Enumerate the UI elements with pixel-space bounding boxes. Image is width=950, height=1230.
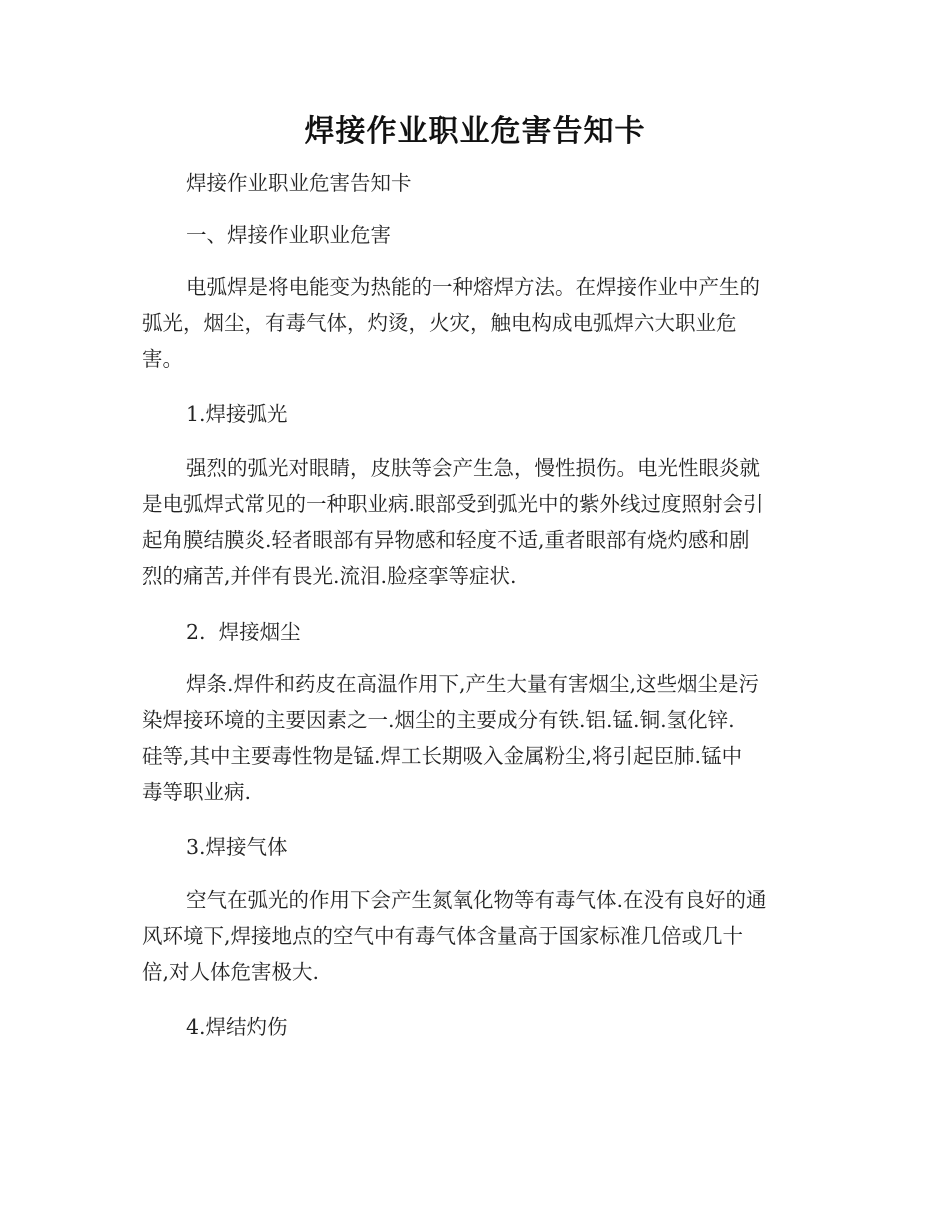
item-heading-gas	[142, 829, 807, 865]
item-body-gas	[142, 882, 807, 990]
paragraph-line: 害。	[142, 347, 183, 371]
intro-paragraph	[142, 269, 807, 377]
paragraph-line: 染焊接环境的主要因素之一.烟尘的主要成分有铁.铝.锰.铜.氢化锌.	[142, 708, 735, 732]
item-heading-arc-light	[142, 396, 807, 432]
item-heading-burn	[142, 1009, 807, 1045]
paragraph-line: 起角膜结膜炎.轻者眼部有异物感和轻度不适,重者眼部有烧灼感和剧	[142, 528, 750, 552]
section-heading	[142, 217, 807, 253]
item-body-arc-light	[142, 450, 807, 594]
subtitle-text: 焊接作业职业危害告知卡	[186, 171, 412, 195]
paragraph-line: 烈的痛苦,并伴有畏光.流泪.脸痉挛等症状.	[142, 564, 517, 588]
paragraph-line: 强烈的弧光对眼睛，皮肤等会产生急，慢性损伤。电光性眼炎就	[186, 456, 760, 480]
section-heading-text: 一、焊接作业职业危害	[186, 223, 391, 247]
paragraph-line: 风环境下,焊接地点的空气中有毒气体含量高于国家标准几倍或几十	[142, 924, 744, 948]
item-heading-text: 3.焊接气体	[186, 835, 288, 859]
paragraph-line: 电弧焊是将电能变为热能的一种熔焊方法。在焊接作业中产生的	[186, 275, 760, 299]
paragraph-line: 毒等职业病.	[142, 780, 252, 804]
item-heading-fume	[142, 614, 807, 650]
paragraph-line: 是电弧焊式常见的一种职业病.眼部受到弧光中的紫外线过度照射会引	[142, 492, 764, 516]
paragraph-line: 焊条.焊件和药皮在高温作用下,产生大量有害烟尘,这些烟尘是污	[186, 672, 760, 696]
item-heading-text: 2. 焊接烟尘	[186, 620, 301, 644]
paragraph-line: 弧光，烟尘，有毒气体，灼烫，火灾，触电构成电弧焊六大职业危	[142, 311, 737, 335]
paragraph-line: 空气在弧光的作用下会产生氮氧化物等有毒气体.在没有良好的通	[186, 888, 767, 912]
item-body-fume	[142, 666, 807, 810]
item-heading-text: 1.焊接弧光	[186, 402, 288, 426]
document-subtitle	[142, 165, 807, 201]
document-title: 焊接作业职业危害告知卡	[304, 114, 646, 149]
paragraph-line: 倍,对人体危害极大.	[142, 960, 320, 984]
paragraph-line: 硅等,其中主要毒性物是锰.焊工长期吸入金属粉尘,将引起臣肺.锰中	[142, 744, 743, 768]
item-heading-text: 4.焊结灼伤	[186, 1015, 288, 1039]
